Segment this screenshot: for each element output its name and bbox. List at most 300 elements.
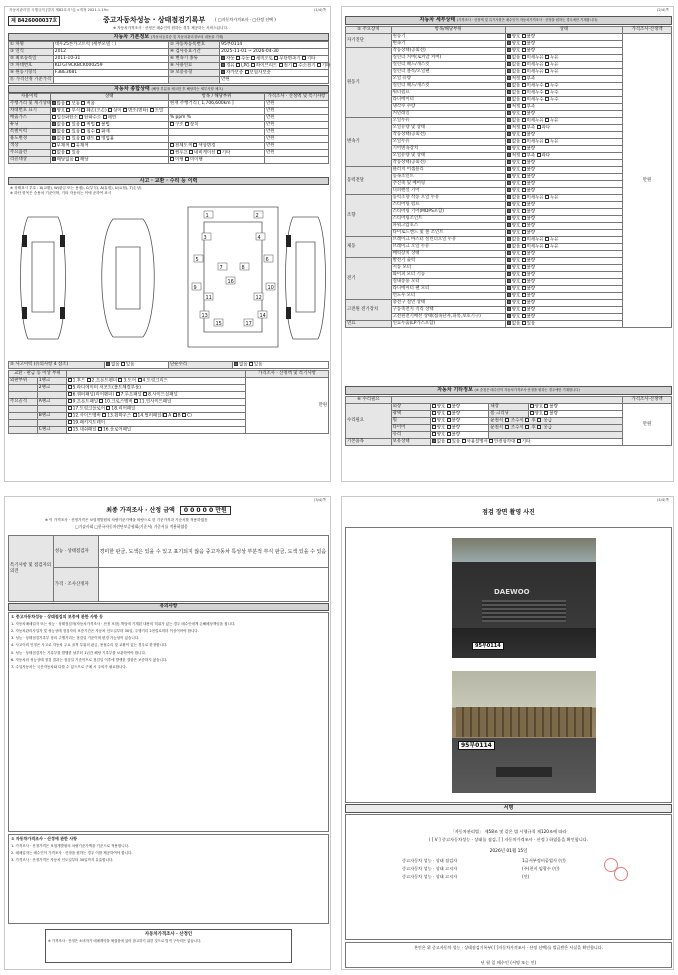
checked-box-icon: [507, 83, 511, 87]
other-cell: 양호 불량: [430, 411, 489, 418]
checkbox-icon: [522, 167, 526, 171]
checkbox-icon: [279, 63, 283, 67]
checked-box-icon: [507, 132, 511, 136]
state-value: 없음 미세누수 누수: [505, 90, 622, 97]
checked-box-icon: [52, 122, 56, 126]
frame-marker-label: 12: [255, 294, 262, 301]
basic-info-table: [8, 41, 329, 84]
grille: [482, 600, 566, 622]
checked-box-icon: [507, 97, 511, 101]
field-label: ① 차명: [9, 42, 54, 49]
parts-list: 5.라디에이터 서포트(볼트체결부품): [66, 385, 245, 392]
general-state-table: [8, 93, 329, 164]
checkbox-icon: [522, 258, 526, 262]
title-text: 최종 가격조사 · 산정 금액: [106, 507, 175, 514]
item-label: 디퍼렌셜 기어: [391, 188, 505, 195]
part-group: 외판부위: [9, 378, 38, 385]
checkbox-icon: [66, 122, 70, 126]
part-group: [9, 392, 38, 399]
accident-cell: 단순수리: [169, 362, 233, 369]
checked-box-icon: [507, 272, 511, 276]
price-note: 만원: [264, 122, 328, 129]
caution-item: 1. 자동차매매업자 또는 성능 · 상태점검자(자동차가격조사 · 산정 포함) 책임에 기재된 내용의 허위가 있는 경우 매수인에게 손해배상책임을 집니다.: [11, 621, 236, 626]
car-left-side-outline: [21, 217, 66, 339]
state-value: 적정 부족: [505, 76, 622, 83]
checkbox-icon: [68, 427, 72, 431]
item-label: 실린더 커버(로커암 커버): [391, 55, 505, 62]
section-title: 자동차 세부상태: [419, 17, 456, 23]
rank: [37, 392, 66, 399]
checked-box-icon: [507, 104, 511, 108]
checkbox-icon: [522, 97, 526, 101]
checkbox-icon: [522, 265, 526, 269]
checked-box-icon: [507, 195, 511, 199]
section-accident-history: [8, 177, 329, 185]
item-label: 동력조향 작동 오일 누유: [391, 195, 505, 202]
checked-box-icon: [507, 223, 511, 227]
item-label: 배력장치 상태: [391, 251, 505, 258]
item-detail: 구조 장치: [168, 122, 264, 129]
caution-block-2: [8, 834, 329, 924]
parts-list: 12.사이드멤버 13.휠하우스 14.필러패널( A B C): [66, 413, 245, 420]
checkbox-icon: [150, 108, 154, 112]
state-value: 양호 불량: [505, 300, 622, 307]
general-state-row: [9, 136, 329, 143]
state-value: 없음 있음: [50, 150, 168, 157]
checkbox-icon: [116, 392, 120, 396]
field-label: ⑤ 최초등록일: [9, 56, 54, 63]
rank: 2랭크: [37, 385, 66, 392]
checkbox-icon: [71, 143, 75, 147]
checkbox-icon: [537, 125, 541, 129]
device-group: 동력전달: [346, 167, 392, 195]
checked-box-icon: [507, 202, 511, 206]
checkbox-icon: [522, 307, 526, 311]
checked-box-icon: [507, 230, 511, 234]
checkbox-icon: [545, 90, 549, 94]
checked-box-icon: [507, 251, 511, 255]
state-value: 양호 불량: [505, 286, 622, 293]
general-state-row: [9, 157, 329, 164]
checkbox-icon: [432, 404, 436, 408]
rear-lights: [496, 767, 552, 777]
special-notes-label: 특기사항 및 점검자의 의견: [9, 536, 54, 602]
section-other-info: [345, 386, 672, 395]
accident-cell: 없음 있음: [105, 362, 169, 369]
checkbox-icon: [170, 122, 174, 126]
price-note: [264, 157, 328, 164]
checked-box-icon: [507, 237, 511, 241]
item-detail: % ppm %: [168, 115, 264, 122]
price-basis-options: □기술사회 □한국자동차진단보증협회(기준서) 기준서를 적용하였음: [75, 524, 188, 529]
checkbox-icon: [249, 362, 253, 366]
general-state-row: [9, 108, 329, 115]
field-value: 대우25톤카고트럭 (세부모델 : ): [53, 42, 168, 49]
checked-box-icon: [507, 48, 511, 52]
checkbox-icon: [68, 399, 72, 403]
other-row: [346, 404, 672, 411]
state-value: 양호 불량: [505, 146, 622, 153]
state-value: 양호 불량: [505, 111, 622, 118]
item-label: 실린더 헤드/개스킷: [391, 83, 505, 90]
car-top-view-cabin: [116, 247, 140, 309]
column-header: 상태: [505, 27, 622, 34]
other-cell: 휠: [391, 418, 430, 425]
checked-box-icon: [507, 209, 511, 213]
checked-box-icon: [507, 216, 511, 220]
other-head-row: [346, 397, 672, 404]
section-note: (해당 부분을 체크한 후 해당하는 세부사항 체크): [151, 87, 223, 91]
state-value: 적정 부족 과다: [505, 153, 622, 160]
item-detail: [168, 136, 264, 143]
item-label: 구동축전지 격리 상태: [391, 307, 505, 314]
title-options: ( □자동차가격조사 · □산정 선택 ): [215, 17, 276, 22]
checkbox-icon: [522, 41, 526, 45]
checked-box-icon: [507, 279, 511, 283]
receipt-signature-line: 년 월 일 매수인 (서명 또는 인): [480, 960, 537, 965]
state-value: 양호 불량: [505, 251, 622, 258]
caution-item: 5. 성능 · 상태점검자는 기록부를 발행한 날부터 1년간 해당 기록부를 보관하여야 합니다.: [11, 650, 146, 655]
item-label: 라디에이터 팬 모터: [391, 286, 505, 293]
checkbox-icon: [193, 143, 197, 147]
state-value: 양호 불량: [505, 41, 622, 48]
state-value: 양호 불량: [505, 174, 622, 181]
checked-box-icon: [507, 286, 511, 290]
item-detail: 이행 미이행: [168, 157, 264, 164]
checkbox-icon: [81, 136, 85, 140]
checkbox-icon: [522, 286, 526, 290]
price-cell: 만원: [623, 404, 672, 446]
wheel-icon: [286, 235, 291, 247]
state-value: 양호 불량: [505, 314, 622, 321]
general-state-row: [9, 143, 329, 150]
checked-box-icon: [507, 76, 511, 80]
checkbox-icon: [522, 223, 526, 227]
basic-info-row: [9, 42, 329, 49]
other-cell: 룸 크리닝: [489, 411, 528, 418]
frame-marker-label: 2: [255, 212, 259, 219]
state-value: 없음 미세누유 누유: [505, 195, 622, 202]
signer-role: 중고자동차 성능 · 상태 고지자: [402, 874, 458, 880]
other-info-table: [345, 396, 672, 446]
general-state-row: [9, 129, 329, 136]
checkbox-icon: [108, 108, 112, 112]
checkbox-icon: [68, 420, 72, 424]
checkbox-icon: [522, 139, 526, 143]
price-note: 만원: [264, 143, 328, 150]
item-label: 작동상태(공회전): [391, 132, 505, 139]
appraiser-box: [45, 929, 292, 963]
other-cell: 운전석 조수석 후 응급: [489, 425, 623, 432]
other-cell: 양호 불량: [528, 411, 623, 418]
other-cell: 내장: [489, 404, 528, 411]
checkbox-icon: [522, 202, 526, 206]
checked-box-icon: [507, 146, 511, 150]
checkbox-icon: [123, 108, 127, 112]
wheel-icon: [60, 307, 65, 319]
basic-item-cell: 기본품목: [346, 439, 392, 446]
signer-row: [402, 858, 662, 863]
checkbox-icon: [522, 272, 526, 276]
field-label: ⑩ 보증유형: [168, 70, 219, 77]
device-group: 제동: [346, 237, 392, 258]
section-title: 자동차 기본정보: [113, 34, 150, 40]
damage-row: [9, 378, 329, 385]
item-label: 주요옵션: [9, 150, 51, 157]
state-value: 없음 있음 렌트 영업용: [50, 136, 168, 143]
checkbox-icon: [81, 129, 85, 133]
checkbox-icon: [302, 56, 306, 60]
caution-block-1: [8, 612, 329, 832]
field-value: 2025-11-01 ~ 2026-04-30: [220, 49, 329, 56]
checkbox-icon: [66, 136, 70, 140]
checked-box-icon: [507, 300, 511, 304]
checkbox-icon: [143, 392, 147, 396]
item-detail: [168, 129, 264, 136]
checked-box-icon: [52, 129, 56, 133]
checkbox-icon: [545, 55, 549, 59]
checkbox-icon: [217, 150, 221, 154]
basic-item-cell: 보유상태: [391, 439, 430, 446]
device-group: 연료: [346, 321, 392, 328]
issue-date: 2026년 01월 15일: [489, 849, 528, 854]
checked-box-icon: [507, 293, 511, 297]
checkbox-icon: [522, 111, 526, 115]
section-title: 자동차 종합상태: [114, 86, 150, 92]
signer-name: (인): [522, 874, 530, 880]
item-detail: [168, 108, 264, 115]
checked-box-icon: [52, 136, 56, 140]
rank: B랭크: [37, 413, 66, 420]
state-value: 무채색 유채색: [50, 143, 168, 150]
column-header: 사용이력: [9, 94, 51, 101]
checkbox-icon: [75, 157, 79, 161]
checkbox-icon: [522, 69, 526, 73]
state-value: 양호 불량: [505, 258, 622, 265]
field-value: 2011-10-31: [53, 56, 168, 63]
page-2: [341, 6, 674, 482]
checkbox-icon: [522, 209, 526, 213]
general-state-row: [9, 122, 329, 129]
page-4: [341, 496, 674, 970]
signature-section-title: 서명: [345, 804, 672, 813]
checked-box-icon: [507, 174, 511, 178]
basic-info-row: [9, 77, 329, 84]
final-price-title: [8, 507, 329, 514]
item-detail: 썬루프 네비게이션 기타: [168, 150, 264, 157]
checkbox-icon: [537, 425, 541, 429]
page-number: (3/4)쪽: [313, 498, 326, 502]
checked-box-icon: [221, 63, 225, 67]
field-label: ⑥ 변속기 종류: [168, 56, 219, 63]
item-label: 실린더 블록/오일팬: [391, 69, 505, 76]
section-note: (가격조사 · 산정액 및 특기사항은 매수인이 자동차가격조사 · 산정을 원하는 경우에만 기재합니다): [456, 18, 598, 22]
legal-statement-2: ( [ V ] 중고자동차성능 · 상태를 점검, [ ] 자동차가격조사 · 산정 ) 하였음을 확인합니다.: [428, 837, 589, 842]
checkbox-icon: [462, 439, 466, 443]
column-header: 가격조사 · 산정액 및 특기사항: [245, 371, 328, 378]
checkbox-icon: [522, 251, 526, 255]
checkbox-icon: [68, 378, 72, 382]
page-header: [9, 7, 326, 14]
item-label: 고전원전기배선 상태(접속단자,피복,보호기구): [391, 314, 505, 321]
caution-item: 7. 수입자동차는 국산자동차와 다를 수 있으므로 구매 시 주의가 필요합니다.: [11, 664, 127, 669]
item-label: 작동상태(공회전): [391, 48, 505, 55]
checked-box-icon: [234, 362, 238, 366]
state-value: 없음 미세누수 누수: [505, 97, 622, 104]
checkbox-icon: [317, 63, 321, 67]
price-note: 만원: [264, 129, 328, 136]
state-value: 없음 미세누유 누유: [505, 55, 622, 62]
checkbox-icon: [522, 195, 526, 199]
item-label: 실린더 헤드/개스킷: [391, 62, 505, 69]
checkbox-icon: [432, 418, 436, 422]
price-cell: 만원: [623, 34, 672, 328]
checkbox-icon: [81, 101, 85, 105]
inspector-label: 성능 · 상태점검자: [53, 536, 98, 568]
field-value: 자동 수동 세미오토 무단변속기 기타: [220, 56, 329, 63]
form-reference: 자동차관리법 시행규칙 [별지 제82호서식] <개정 2021.1.19>: [9, 8, 109, 12]
detail-row: [346, 34, 672, 41]
checkbox-icon: [522, 76, 526, 80]
checkbox-icon: [545, 139, 549, 143]
state-value: 없음 있음 적법 불법: [50, 122, 168, 129]
section-basic-info: [8, 33, 329, 41]
checkbox-icon: [447, 404, 451, 408]
caution-item: 2. 매매업자는 매수인이 가격조사 · 산정을 원하는 경우 이를 제공하여야 합니다.: [11, 850, 133, 855]
item-detail: 현재 주행거리 [ 1,706,600km ]: [168, 101, 264, 108]
field-value: 2012: [53, 49, 168, 56]
frame-marker-label: 17: [245, 320, 252, 327]
other-cell: 타이어: [391, 425, 430, 432]
checkbox-icon: [544, 404, 548, 408]
section-title: 사고 · 교환 · 수리 등 이력: [139, 178, 198, 184]
frame-marker-label: 8: [241, 264, 245, 271]
checkbox-icon: [293, 63, 297, 67]
price-note: 만원: [264, 136, 328, 143]
accident-summary-table: [8, 361, 329, 369]
checkbox-icon: [52, 150, 56, 154]
field-label: ⑨ 원동기형식: [9, 70, 54, 77]
item-label: 충전구 절연 상태: [391, 300, 505, 307]
frame-marker-label: 4: [257, 234, 261, 241]
checkbox-icon: [81, 122, 85, 126]
basic-info-row: [9, 70, 329, 77]
checkbox-icon: [170, 150, 174, 154]
state-value: 없음 미세누유 누유: [505, 139, 622, 146]
field-value: KLTGT9CKBCK000259: [53, 63, 168, 70]
item-label: 기어변속장치: [391, 146, 505, 153]
checkbox-icon: [545, 237, 549, 241]
checkbox-icon: [522, 104, 526, 108]
field-label: [168, 77, 219, 84]
wheel-icon: [60, 235, 65, 247]
checkbox-icon: [236, 63, 240, 67]
checkbox-icon: [522, 181, 526, 185]
section-note: (자동차등록증 및 자동차관리정보의 내용을 기재): [150, 35, 224, 39]
checkbox-icon: [537, 418, 541, 422]
checkbox-icon: [447, 411, 451, 415]
device-group: 고전원 전기장치: [346, 300, 392, 321]
checkbox-icon: [52, 115, 56, 119]
checkbox-icon: [87, 378, 91, 382]
accident-cell: 없음 있음: [233, 362, 329, 369]
checked-box-icon: [507, 265, 511, 269]
checkbox-icon: [505, 418, 509, 422]
frame-marker-label: 7: [219, 264, 223, 271]
field-label: ⑧ 사용연료: [168, 63, 219, 70]
other-cell: 유리: [391, 432, 430, 439]
parts-list: 15.대쉬패널 16.플로어패널: [66, 427, 245, 434]
checkbox-icon: [173, 413, 177, 417]
item-label: 차대번호 표기: [9, 108, 51, 115]
checkbox-icon: [68, 392, 72, 396]
state-value: 양호 불량: [505, 265, 622, 272]
checkbox-icon: [522, 244, 526, 248]
checkbox-icon: [103, 115, 107, 119]
caution-item: 3. 성능 · 상태점검기록부 상의 주행거리는 점검일 기준이며 변경 가능성이 있습니다.: [11, 636, 140, 641]
checked-box-icon: [507, 321, 511, 325]
state-value: 양호 불량: [505, 167, 622, 174]
checkbox-icon: [251, 56, 255, 60]
checkbox-icon: [163, 413, 167, 417]
checkbox-icon: [517, 439, 521, 443]
wheel-icon: [286, 307, 291, 319]
checked-box-icon: [507, 258, 511, 262]
frame-marker-label: 15: [215, 320, 222, 327]
checkbox-icon: [99, 399, 103, 403]
rank: [37, 406, 66, 413]
page-header: [346, 497, 669, 504]
other-cell: 양호 불량: [528, 404, 623, 411]
state-value: 양호 불량: [505, 307, 622, 314]
checkbox-icon: [545, 244, 549, 248]
cert-number: 제 8426000037호: [8, 16, 60, 26]
other-cell: 양호 불량: [430, 432, 489, 439]
frame-marker-label: 13: [201, 312, 208, 319]
checkbox-icon: [545, 62, 549, 66]
signer-name: 1급서부정비공업사 (인): [522, 858, 566, 863]
item-label: 와이퍼 모터 기능: [391, 272, 505, 279]
checkbox-icon: [68, 413, 72, 417]
checked-box-icon: [507, 244, 511, 248]
column-header: [66, 371, 245, 378]
checkbox-icon: [522, 83, 526, 87]
field-label: ② 자동차등록번호: [168, 42, 219, 49]
column-header: 항목/해당부위: [391, 27, 505, 34]
part-group: [9, 420, 38, 427]
item-label: 브레이크 오일 누유: [391, 244, 505, 251]
checked-box-icon: [507, 125, 511, 129]
item-label: 특별이력: [9, 129, 51, 136]
state-value: 없음 미세누유 누유: [505, 62, 622, 69]
item-label: 주행거리 및 계기상태: [10, 101, 51, 107]
other-cell: 양호 불량: [430, 418, 489, 425]
item-label: 실내송풍 모터: [391, 279, 505, 286]
checkbox-icon: [522, 55, 526, 59]
checkbox-icon: [505, 425, 509, 429]
appraiser-label: 가격 · 조사산정자: [53, 568, 98, 602]
checked-box-icon: [507, 90, 511, 94]
checkbox-icon: [447, 432, 451, 436]
state-value: 많음 보통 적음: [50, 101, 168, 108]
signature-block: [345, 814, 672, 940]
checkbox-icon: [182, 413, 186, 417]
field-label: ④ 검사유효기간: [168, 49, 219, 56]
section-title: 자동차 기타정보: [437, 387, 473, 393]
checkbox-icon: [189, 150, 193, 154]
checkbox-icon: [79, 115, 83, 119]
field-label: ⑦ 차대번호: [9, 63, 54, 70]
